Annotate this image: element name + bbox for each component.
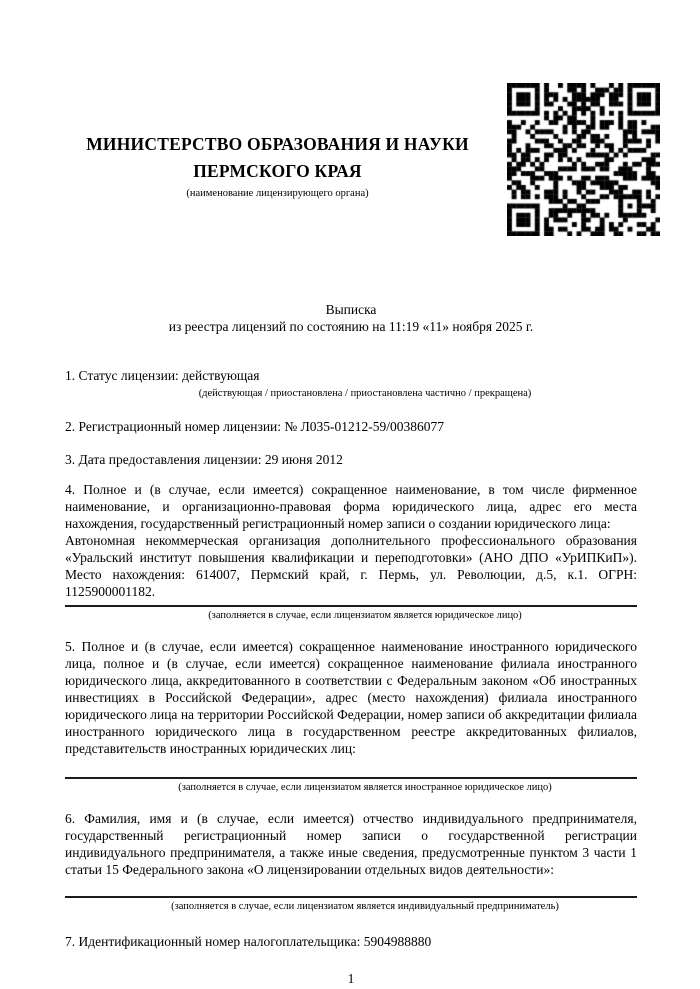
item-5-fill-note: (заполняется в случае, если лицензиатом является иностранное юридическое лицо)	[178, 782, 552, 793]
item-3-license-grant-date: 3. Дата предоставления лицензии: 29 июня 2012	[65, 452, 343, 467]
item-5-foreign-entity-heading: 5. Полное и (в случае, если имеется) сокращенное наименование иностранного юридического лица, полное и (в случае, если имеется) сокращенное наименование филиала иностранного юридического лица, аккредитованного в соответствии с Федеральным законом «Об иностранных инвестициях в Российской Федерации», адрес (место нахождения) филиала иностранного юридического лица на территории Российской Федерации, номер записи об аккредитации филиала иностранного юридического лица в государственном реестре аккредитованных филиалов, представительств иностранных юридических лиц:	[65, 639, 637, 756]
document-title-word: Выписка	[325, 302, 377, 317]
document-title-date-line: из реестра лицензий по состоянию на 11:19 «11» ноября 2025 г.	[168, 319, 534, 334]
document-body	[65, 0, 637, 987]
item-7-taxpayer-id: 7. Идентификационный номер налогоплательщика: 5904988880	[65, 934, 432, 949]
item-1-status-options-note: (действующая / приостановлена / приостановлена частично / прекращена)	[198, 388, 532, 399]
item-4-legal-entity-heading: 4. Полное и (в случае, если имеется) сокращенное наименование, в том числе фирменное наименование, и организационно-правовая форма юридического лица, адрес его места нахождения, государственный регистрационный номер записи о создании юридического лица:	[65, 482, 637, 531]
document-title	[65, 301, 637, 335]
item-4-fill-note: (заполняется в случае, если лицензиатом является юридическое лицо)	[208, 610, 522, 621]
item-6-fill-rule	[65, 896, 637, 898]
page-number: 1	[347, 971, 355, 986]
ministry-name-line2: ПЕРМСКОГО КРАЯ	[193, 161, 362, 181]
item-4-fill-rule	[65, 605, 637, 607]
item-2-registration-number: 2. Регистрационный номер лицензии: № Л035-01212-59/00386077	[65, 419, 445, 434]
item-6-individual-entrepreneur-heading: 6. Фамилия, имя и (в случае, если имеется) отчество индивидуального предпринимателя, государственный регистрационный номер записи о государственной регистрации индивидуального предпринимателя, а также иные сведения, предусмотренные пунктом 3 части 1 статьи 15 Федерального закона «О лицензировании отдельных видов деятельности»:	[65, 811, 637, 877]
item-4-legal-entity-value: Автономная некоммерческая организация дополнительного профессионального образования «Уральский институт повышения квалификации и переподготовки» (АНО ДПО «УрИПКиП»). Место нахождения: 614007, Пермский край, г. Пермь, ул. Революции, д.5, к.1. ОГРН: 1125900001182.	[65, 533, 637, 599]
licensing-authority-caption: (наименование лицензирующего органа)	[186, 188, 369, 199]
item-1-license-status: 1. Статус лицензии: действующая	[65, 368, 260, 383]
item-5-fill-rule	[65, 777, 637, 779]
ministry-name-line1: МИНИСТЕРСТВО ОБРАЗОВАНИЯ И НАУКИ	[86, 134, 469, 154]
item-6-fill-note: (заполняется в случае, если лицензиатом является индивидуальный предприниматель)	[171, 901, 559, 912]
